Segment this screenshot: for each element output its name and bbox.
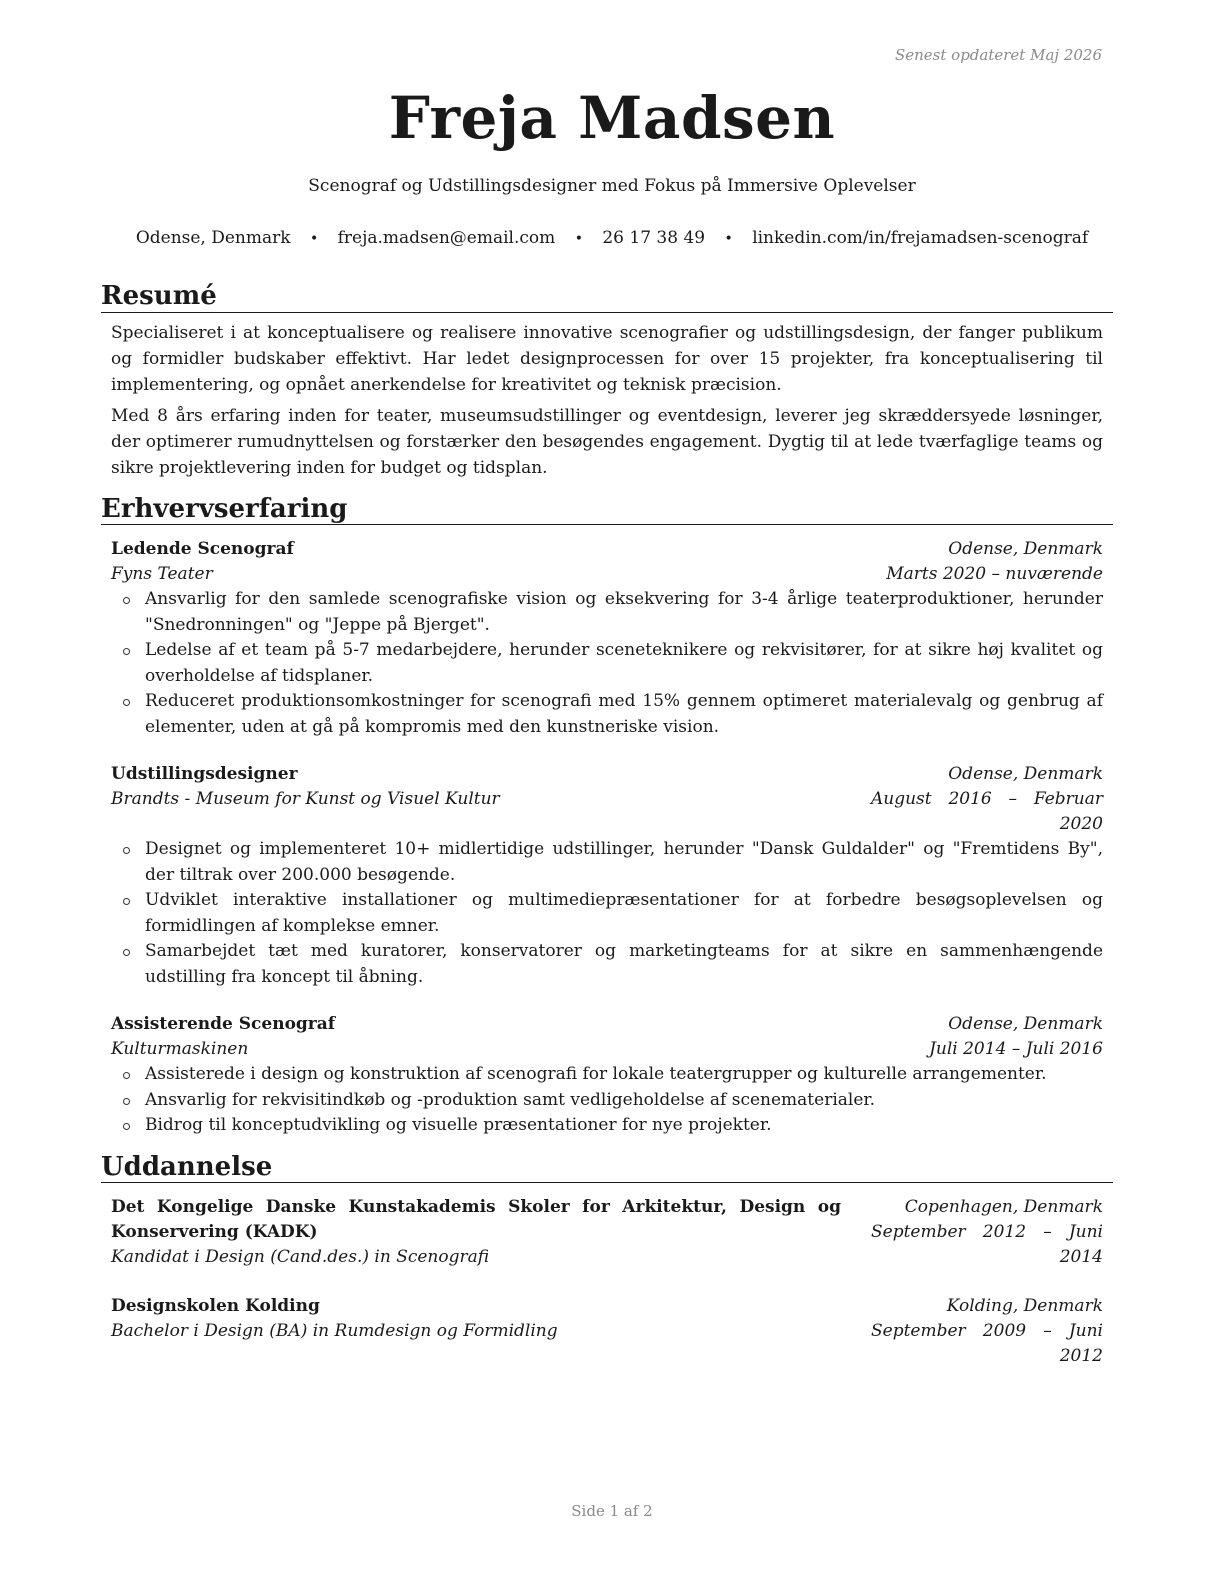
job-organization: Kulturmaskinen [111, 1039, 249, 1060]
list-item: Bidrog til konceptudvikling og visuelle præsentationer for nye projekter. [111, 1113, 1103, 1139]
page-number: Side 1 af 2 [571, 1502, 653, 1520]
list-item: Ansvarlig for rekvisitindkøb og -produktion samt vedligeholdelse af scenematerialer. [111, 1088, 1103, 1114]
job-entry [111, 1012, 1103, 1139]
job-entry [111, 537, 1103, 740]
school-location: Copenhagen, Denmark [904, 1197, 1103, 1218]
job-subheader-row [111, 562, 1103, 587]
job-entry [111, 762, 1103, 990]
school-location: Kolding, Denmark [946, 1296, 1103, 1317]
list-item: Ansvarlig for den samlede scenografiske vision og eksekvering for 3-4 årlige teaterproduktioner, herunder "Snedronningen" og "Jeppe på Bjerget". [111, 587, 1103, 638]
job-bullets [111, 587, 1103, 740]
education-right [871, 1195, 1103, 1270]
job-role: Assisterende Scenograf [111, 1014, 336, 1035]
summary-paragraph: Med 8 års erfaring inden for teater, museumsudstillinger og eventdesign, leverer jeg skræddersyede løsninger, der optimerer rumudnyttelsen og forstærker den besøgendes engagement. Dygtig til at lede tværfaglige teams og sikre projektlevering inden for budget og tidsplan. [111, 405, 1103, 478]
education-entry [111, 1195, 1103, 1270]
section-title: Erhvervserfaring [101, 495, 1113, 526]
degree: Kandidat i Design (Cand.des.) in Scenografi [111, 1247, 490, 1268]
education-row [111, 1294, 1103, 1369]
contact-email[interactable]: freja.madsen@email.com [337, 228, 556, 248]
separator-icon: • [309, 231, 319, 247]
summary-paragraph: Specialiseret i at konceptualisere og realisere innovative scenografier og udstillingsdesign, der fanger publikum og formidler budskaber effektivt. Har ledet designprocessen for over 15 projekter, fra konceptualisering til implementering, og opnået anerkendelse for kreativitet og teknisk præcision. [111, 322, 1103, 395]
job-role: Udstillingsdesigner [111, 764, 298, 785]
job-location: Odense, Denmark [948, 539, 1103, 560]
list-item: Assisterede i design og konstruktion af scenografi for lokale teatergrupper og kulturelle arrangementer. [111, 1062, 1103, 1088]
degree: Bachelor i Design (BA) in Rumdesign og Formidling [111, 1321, 558, 1342]
job-organization: Fyns Teater [111, 564, 213, 585]
education-dates: September 2009 – Juni 2012 [871, 1321, 1103, 1367]
education-dates: September 2012 – Juni 2014 [871, 1222, 1103, 1268]
job-subheader-row [111, 787, 1103, 837]
experience-section [101, 495, 1113, 1139]
contact-phone[interactable]: 26 17 38 49 [602, 228, 706, 248]
job-header-row [111, 762, 1103, 787]
job-organization: Brandts - Museum for Kunst og Visuel Kultur [111, 789, 500, 810]
list-item: Designet og implementeret 10+ midlertidige udstillinger, herunder "Dansk Guldalder" og "Fremtidens By", der tiltrak over 200.000 besøgende. [111, 837, 1103, 888]
education-section [101, 1153, 1113, 1370]
job-bullets [111, 837, 1103, 990]
contact-linkedin[interactable]: linkedin.com/in/frejamadsen-scenograf [752, 228, 1089, 248]
summary-section [101, 282, 1113, 481]
school-name: Det Kongelige Danske Kunstakademis Skoler for Arkitektur, Design og Konservering (KADK) [111, 1197, 841, 1243]
list-item: Udviklet interaktive installationer og multimediepræsentationer for at forbedre besøgsoplevelsen og formidlingen af komplekse emner. [111, 888, 1103, 939]
separator-icon: • [724, 231, 733, 247]
job-bullets [111, 1062, 1103, 1139]
last-updated: Senest opdateret Maj 2026 [894, 46, 1102, 64]
job-subheader-row [111, 1037, 1103, 1062]
list-item: Samarbejdet tæt med kuratorer, konservatorer og marketingteams for at sikre en sammenhængende udstilling fra koncept til åbning. [111, 939, 1103, 990]
list-item: Ledelse af et team på 5-7 medarbejdere, herunder sceneteknikere og rekvisitører, for at sikre høj kvalitet og overholdelse af tidsplaner. [111, 638, 1103, 689]
separator-icon: • [574, 231, 583, 247]
job-dates: August 2016 – Februar 2020 [871, 789, 1103, 835]
education-row [111, 1195, 1103, 1270]
education-entry [111, 1294, 1103, 1369]
job-location: Odense, Denmark [948, 764, 1103, 785]
headline: Scenograf og Udstillingsdesigner med Fokus på Immersive Oplevelser [308, 176, 916, 196]
job-header-row [111, 1012, 1103, 1037]
contact-location: Odense, Denmark [135, 228, 291, 248]
job-dates: Marts 2020 – nuværende [886, 564, 1103, 585]
section-title: Uddannelse [101, 1153, 1113, 1184]
job-header-row [111, 537, 1103, 562]
education-left [111, 1294, 871, 1344]
list-item: Reduceret produktionsomkostninger for scenografi med 15% gennem optimeret materialevalg og genbrug af elementer, uden at gå på kompromis med den kunstneriske vision. [111, 689, 1103, 740]
resume-body [101, 282, 1113, 1383]
job-dates: Juli 2014 – Juli 2016 [929, 1039, 1103, 1060]
section-title: Resumé [101, 282, 1113, 313]
contact-line [0, 228, 1224, 248]
job-location: Odense, Denmark [948, 1014, 1103, 1035]
job-role: Ledende Scenograf [111, 539, 294, 560]
school-name: Designskolen Kolding [111, 1296, 320, 1317]
education-left [111, 1195, 871, 1270]
education-right [871, 1294, 1103, 1369]
candidate-name: Freja Madsen [388, 84, 836, 152]
